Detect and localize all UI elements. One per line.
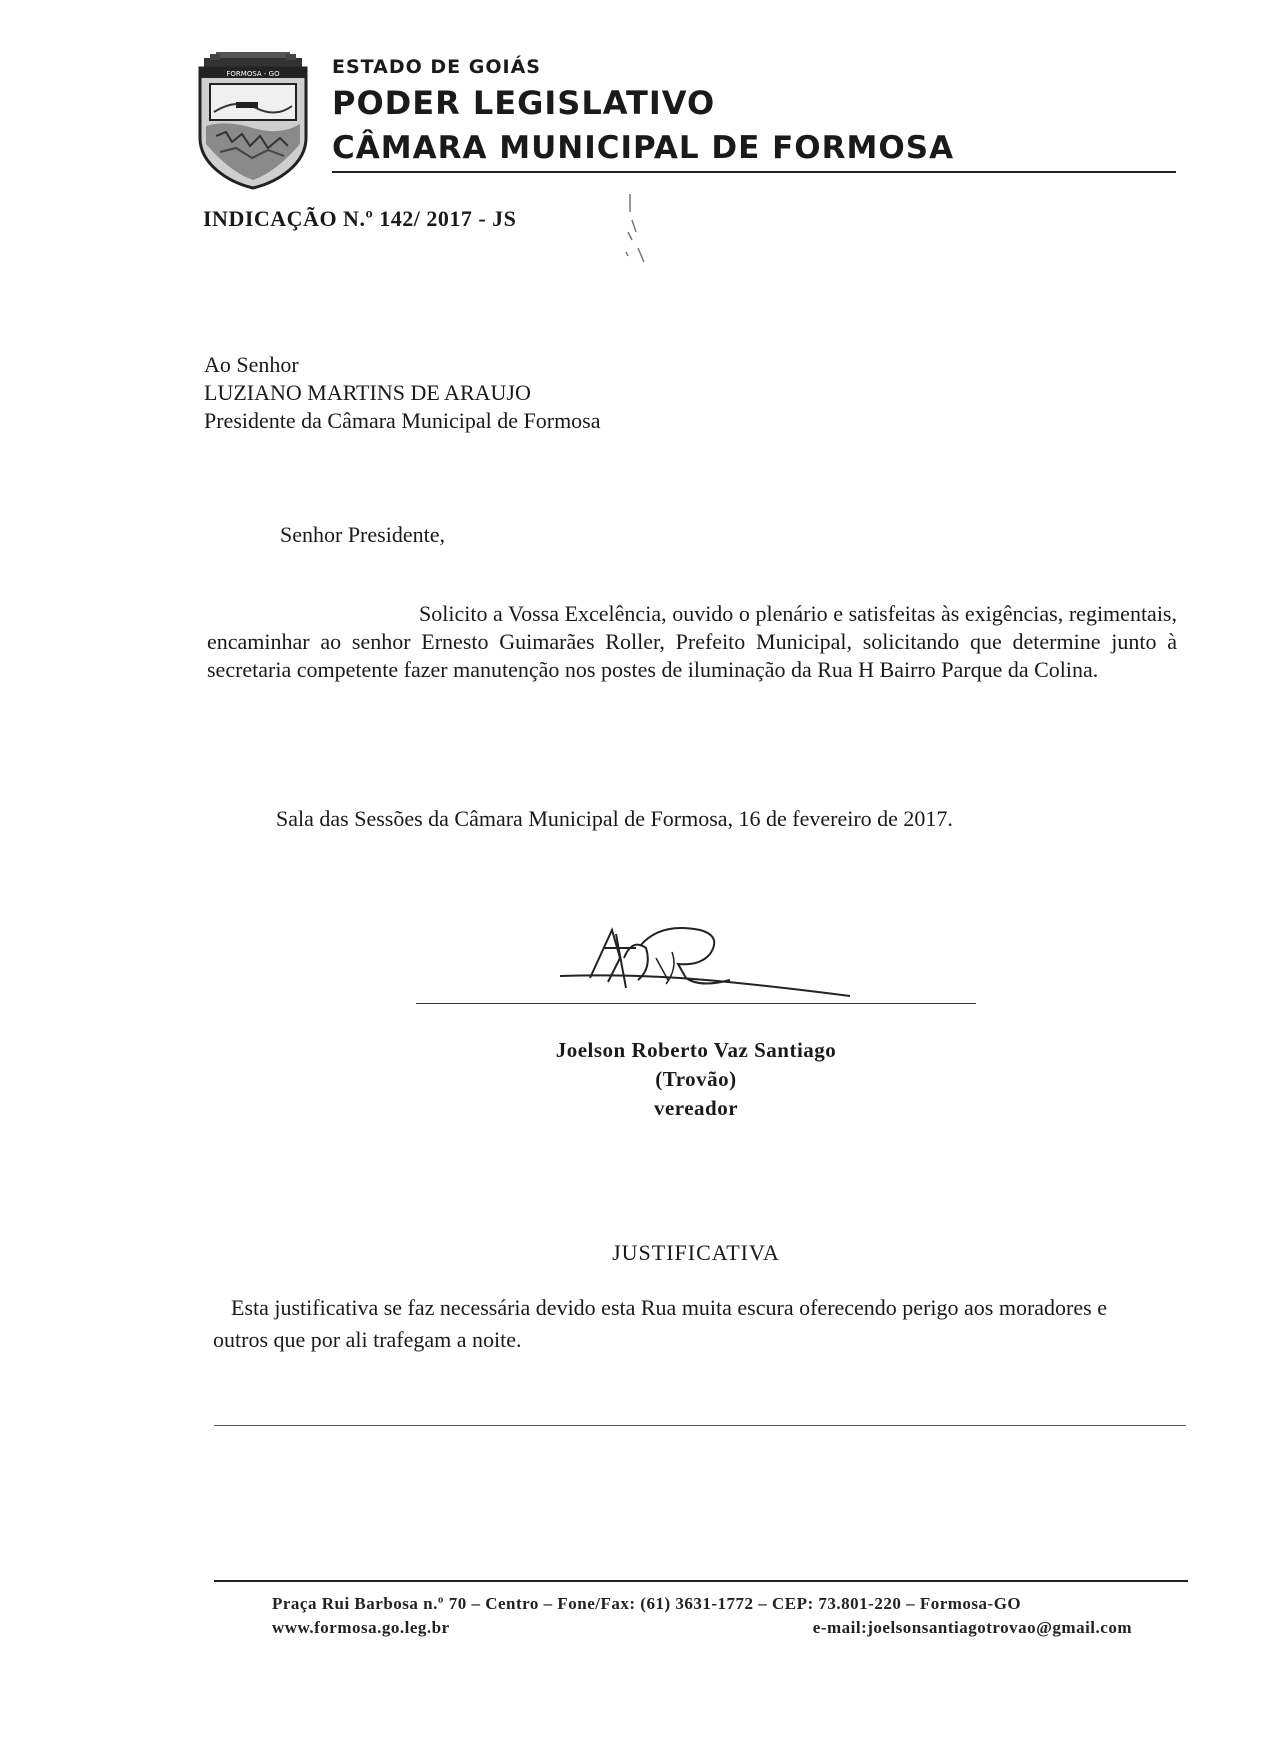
header-legislative-power: PODER LEGISLATIVO xyxy=(332,84,716,122)
signatory-name: Joelson Roberto Vaz Santiago xyxy=(555,1038,837,1062)
indication-number: INDICAÇÃO N.º 142/ 2017 - JS xyxy=(203,206,517,231)
footer-address: Praça Rui Barbosa n.º 70 – Centro – Fone/Fax: (61) 3631-1772 – CEP: 73.801-220 – Formosa-GO xyxy=(272,1594,1022,1613)
signatory-nickname: (Trovão) xyxy=(655,1067,737,1091)
header-chamber-name: CÂMARA MUNICIPAL DE FORMOSA xyxy=(332,130,955,166)
addressee-greeting: Ao Senhor xyxy=(204,352,299,377)
footer xyxy=(272,1592,1132,1640)
justification-text: Esta justificativa se faz necessária devido esta Rua muita escura oferecendo perigo aos moradores e outros que por ali trafegam a noite. xyxy=(213,1295,1107,1352)
footer-email: e-mail:joelsonsantiagotrovao@gmail.com xyxy=(812,1618,1132,1637)
request-body: Solicito a Vossa Excelência, ouvido o plenário e satisfeitas às exigências, regimentais, encaminhar ao senhor Ernesto Guimarães Roller, Prefeito Municipal, solicitando que determine junto à secretaria competente fazer manutenção nos postes de iluminação da Rua H Bairro Parque da Colina. xyxy=(207,601,1177,682)
content-end-divider xyxy=(214,1425,1186,1426)
header-divider xyxy=(332,171,1176,173)
signatory-role: vereador xyxy=(653,1096,739,1120)
footer-website: www.formosa.go.leg.br xyxy=(272,1618,450,1637)
addressee-name: LUZIANO MARTINS DE ARAUJO xyxy=(204,380,531,405)
handwritten-signature xyxy=(560,918,850,1006)
addressee-title: Presidente da Câmara Municipal de Formosa xyxy=(204,408,601,433)
municipal-crest-logo xyxy=(196,52,310,190)
footer-divider xyxy=(214,1580,1188,1582)
svg-text:FORMOSA - GO: FORMOSA - GO xyxy=(226,70,280,78)
justification-heading: JUSTIFICATIVA xyxy=(612,1240,780,1265)
scan-smudge-mark xyxy=(618,192,648,292)
signature-line xyxy=(416,1003,976,1004)
place-and-date: Sala das Sessões da Câmara Municipal de Formosa, 16 de fevereiro de 2017. xyxy=(276,806,953,831)
header-state: ESTADO DE GOIÁS xyxy=(332,56,541,78)
salutation: Senhor Presidente, xyxy=(280,522,445,547)
